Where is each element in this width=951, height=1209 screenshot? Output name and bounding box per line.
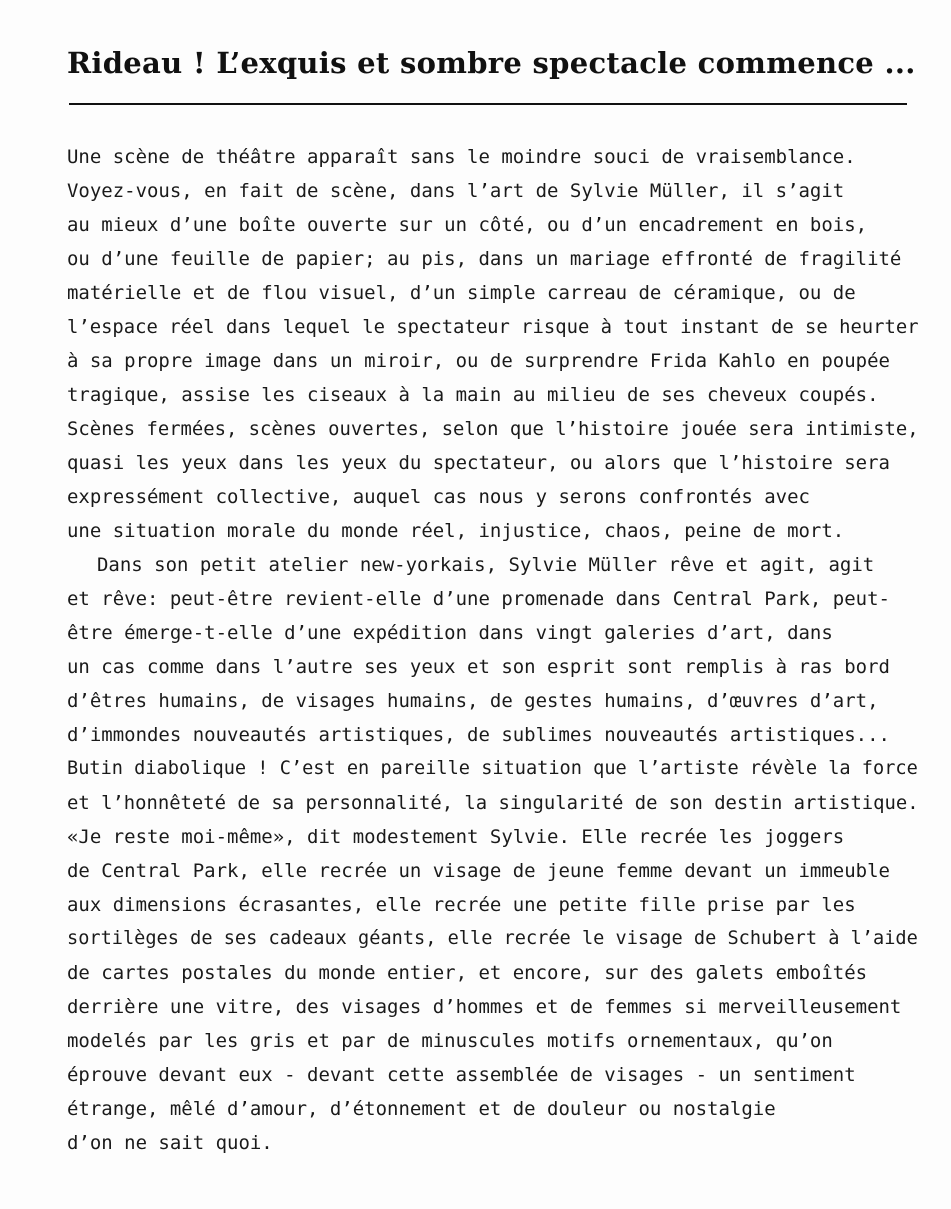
- text-line: aux dimensions écrasantes, elle recrée une petite fille prise par les: [67, 894, 856, 916]
- paragraph-1: [67, 140, 927, 548]
- text-line: de Central Park, elle recrée un visage de jeune femme devant un immeuble: [67, 860, 890, 882]
- text-line: tragique, assise les ciseaux à la main au milieu de ses cheveux coupés.: [67, 384, 879, 406]
- text-line: au mieux d’une boîte ouverte sur un côté, ou d’un encadrement en bois,: [67, 214, 868, 236]
- paragraph-2: [67, 548, 927, 1160]
- text-line: et l’honnêteté de sa personnalité, la singularité de son destin artistique.: [67, 792, 919, 814]
- text-line: être émerge-t-elle d’une expédition dans vingt galeries d’art, dans: [67, 622, 833, 644]
- text-line: l’espace réel dans lequel le spectateur risque à tout instant de se heurter: [67, 316, 919, 338]
- text-line: à sa propre image dans un miroir, ou de surprendre Frida Kahlo en poupée: [67, 350, 890, 372]
- text-line: derrière une vitre, des visages d’hommes et de femmes si merveilleusement: [67, 996, 902, 1018]
- page-title: Rideau ! L’exquis et sombre spectacle commence ...: [67, 46, 916, 80]
- text-line: d’on ne sait quoi.: [67, 1132, 273, 1154]
- text-line: d’êtres humains, de visages humains, de gestes humains, d’œuvres d’art,: [67, 690, 879, 712]
- text-line: Une scène de théâtre apparaît sans le moindre souci de vraisemblance.: [67, 146, 856, 168]
- text-line: étrange, mêlé d’amour, d’étonnement et de douleur ou nostalgie: [67, 1098, 776, 1120]
- text-line: un cas comme dans l’autre ses yeux et son esprit sont remplis à ras bord: [67, 656, 890, 678]
- text-line: modelés par les gris et par de minuscules motifs ornementaux, qu’on: [67, 1030, 833, 1052]
- text-line: ou d’une feuille de papier; au pis, dans un mariage effronté de fragilité: [67, 248, 902, 270]
- text-line: Dans son petit atelier new-yorkais, Sylvie Müller rêve et agit, agit: [97, 554, 875, 576]
- text-line: Scènes fermées, scènes ouvertes, selon que l’histoire jouée sera intimiste,: [67, 418, 919, 440]
- text-line: Butin diabolique ! C’est en pareille situation que l’artiste révèle la force: [67, 758, 918, 779]
- text-line: de cartes postales du monde entier, et encore, sur des galets emboîtés: [67, 962, 868, 984]
- text-line: matérielle et de flou visuel, d’un simple carreau de céramique, ou de: [67, 282, 856, 304]
- text-line: d’immondes nouveautés artistiques, de sublimes nouveautés artistiques...: [67, 724, 890, 746]
- text-line: une situation morale du monde réel, injustice, chaos, peine de mort.: [67, 520, 845, 542]
- text-line: «Je reste moi-même», dit modestement Sylvie. Elle recrée les joggers: [67, 826, 845, 848]
- text-line: quasi les yeux dans les yeux du spectateur, ou alors que l’histoire sera: [67, 452, 890, 474]
- title-rule: [69, 103, 907, 105]
- text-line: Voyez-vous, en fait de scène, dans l’art de Sylvie Müller, il s’agit: [67, 180, 845, 202]
- body-text: [67, 140, 927, 1160]
- text-line: sortilèges de ses cadeaux géants, elle recrée le visage de Schubert à l’aide: [67, 928, 918, 949]
- text-line: expressément collective, auquel cas nous y serons confrontés avec: [67, 486, 810, 508]
- text-line: et rêve: peut-être revient-elle d’une promenade dans Central Park, peut-: [67, 588, 890, 610]
- text-line: éprouve devant eux - devant cette assemblée de visages - un sentiment: [67, 1064, 856, 1086]
